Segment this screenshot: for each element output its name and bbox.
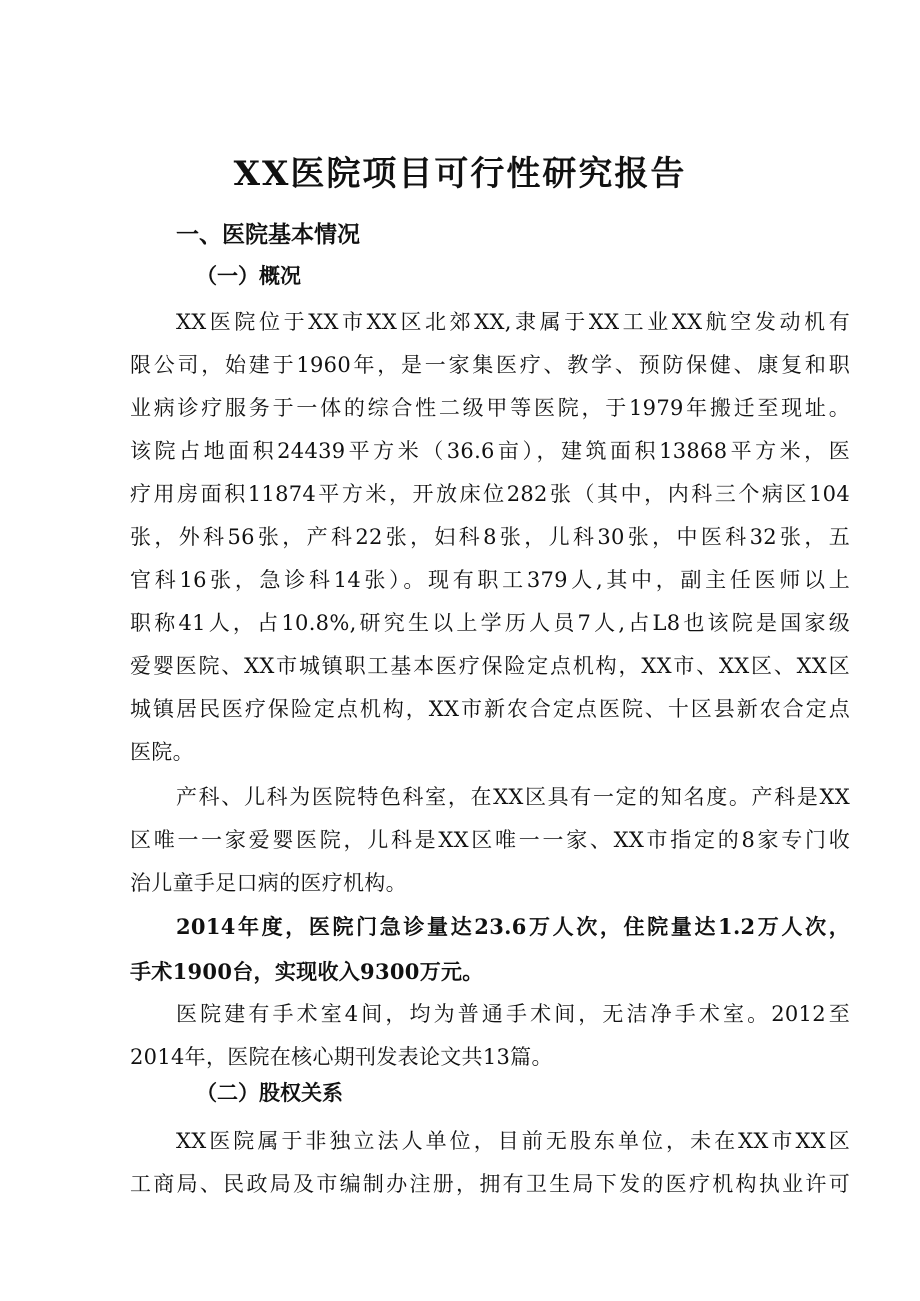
subsection-heading-overview: （一）概况 bbox=[196, 263, 301, 288]
paragraph-line: 官科16张，急诊科14张）。现有职工379人,其中，副主任医师以上 bbox=[130, 568, 850, 592]
subsection-heading-equity: （二）股权关系 bbox=[196, 1080, 343, 1105]
paragraph-line: 2014年，医院在核心期刊发表论文共13篇。 bbox=[130, 1045, 553, 1069]
section-heading-basic-info: 一、医院基本情况 bbox=[176, 221, 360, 248]
paragraph-line: XX医院位于XX市XX区北郊XX,隶属于XX工业XX航空发动机有 bbox=[176, 310, 850, 334]
paragraph-line: 治儿童手足口病的医疗机构。 bbox=[130, 871, 407, 895]
paragraph-line: 疗用房面积11874平方米，开放床位282张（其中，内科三个病区104 bbox=[130, 482, 850, 506]
paragraph-line-bold: 手术1900台，实现收入9300万元。 bbox=[130, 959, 484, 984]
paragraph-line: 该院占地面积24439平方米（36.6亩），建筑面积13868平方米，医 bbox=[130, 439, 850, 463]
paragraph-line: 医院建有手术室4间，均为普通手术间，无洁净手术室。2012至 bbox=[176, 1002, 850, 1026]
paragraph-line: 医院。 bbox=[130, 740, 194, 764]
paragraph-line: 张，外科56张，产科22张，妇科8张，儿科30张，中医科32张，五 bbox=[130, 525, 850, 549]
paragraph-line-bold: 2014年度，医院门急诊量达23.6万人次，住院量达1.2万人次， bbox=[176, 914, 850, 939]
paragraph-line: 区唯一一家爱婴医院，儿科是XX区唯一一家、XX市指定的8家专门收 bbox=[130, 828, 850, 852]
paragraph-line: 产科、儿科为医院特色科室，在XX区具有一定的知名度。产科是XX bbox=[176, 785, 850, 809]
paragraph-line: XX医院属于非独立法人单位，目前无股东单位，未在XX市XX区 bbox=[176, 1129, 850, 1153]
paragraph-line: 职称41人，占10.8%,研究生以上学历人员7人,占L8也该院是国家级 bbox=[130, 611, 850, 635]
paragraph-line: 业病诊疗服务于一体的综合性二级甲等医院，于1979年搬迁至现址。 bbox=[130, 396, 850, 420]
paragraph-line: 爱婴医院、XX市城镇职工基本医疗保险定点机构，XX市、XX区、XX区 bbox=[130, 654, 850, 678]
paragraph-line: 城镇居民医疗保险定点机构，XX市新农合定点医院、十区县新农合定点 bbox=[130, 697, 850, 721]
paragraph-line: 限公司，始建于1960年，是一家集医疗、教学、预防保健、康复和职 bbox=[130, 353, 850, 377]
document-title: XX医院项目可行性研究报告 bbox=[233, 154, 687, 194]
paragraph-line: 工商局、民政局及市编制办注册，拥有卫生局下发的医疗机构执业许可 bbox=[130, 1172, 850, 1196]
